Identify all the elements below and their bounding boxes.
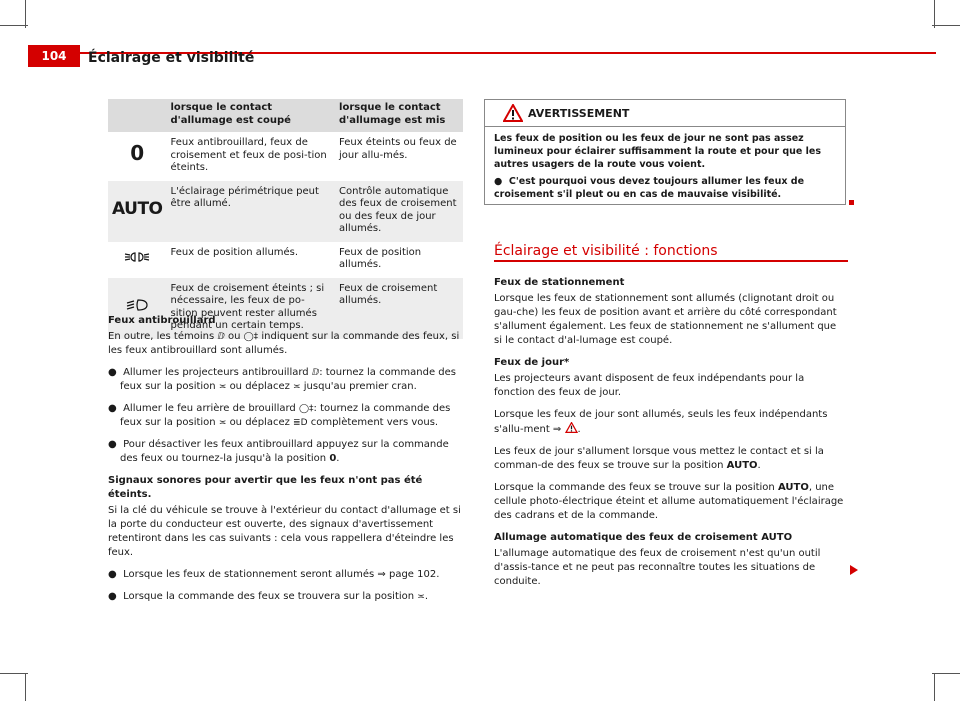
heading-warning-signals: Signaux sonores pour avertir que les feux n'ont pas été éteints. [108,475,423,500]
text: Lorsque les feux de stationnement seront allumés [123,569,375,580]
rear-fog-light-icon: ◯‡ [298,404,314,414]
table-cell: Feux de croisement éteints ; si nécessaire, les feux de po-sition peuvent rester allumés pendant un certain temps. [167,278,336,339]
paragraph [108,330,464,358]
crop-mark [932,25,960,26]
continue-arrow-icon [850,565,858,575]
position-lights-icon: ≍ [218,382,227,392]
table-row [108,132,463,181]
list-item: ● Allumer le feu arrière de brouillard ◯‡: tournez la commande des feux sur la position ≍ ou déplacez ≣D complètement vers vous. [108,403,451,428]
table-header-ignition-on: lorsque le contact d'allumage est mis [335,99,463,132]
auto-icon: AUTO [108,181,167,242]
position-zero-icon: 0 [130,141,145,165]
table-header-row [108,99,463,132]
crop-mark [0,25,28,26]
text: Pour désactiver les feux antibrouillard appuyez sur la commande des feux ou tournez-la jusqu'à la position [120,439,449,464]
page-link[interactable]: page 102. [388,569,440,580]
position-zero-icon: 0 [329,453,337,464]
right-column [494,276,846,597]
paragraph: Lorsque les feux de stationnement sont allumés (clignotant droit ou gau-che) les feux de position avant et arrière du côté correspondant s'allument également. Les feux de stationnement ne s'allument que si le contact d'al-lumage est coupé. [494,293,837,346]
paragraph [494,445,846,473]
page-number: 104 [28,45,80,67]
fog-light-icon: ⅅ [217,332,225,342]
fog-light-icon: ⅅ [311,368,320,378]
text: Allumage automatique des feux de croisement [494,532,758,543]
text: En outre, les témoins [108,331,215,342]
crop-mark [934,0,935,28]
low-beam-icon: ≣D [293,418,308,428]
auto-icon: AUTO [761,532,793,543]
crop-mark [934,673,935,701]
position-lights-icon: ≍ [417,592,425,602]
position-lights-icon: ≍ [218,418,227,428]
heading-fog-lights: Feux antibrouillard [108,315,216,326]
text: indiquent sur la commande des feux, si les feux antibrouillard sont allumés. [108,331,460,356]
table-header-ignition-off: lorsque le contact d'allumage est coupé [167,99,336,132]
table-cell: Feux de position allumés. [339,246,422,270]
text: complètement vers vous. [310,417,439,428]
rear-fog-light-icon: ◯‡ [243,332,259,342]
heading-daytime-lights: Feux de jour* [494,357,570,368]
text: Lorsque les feux de jour sont allumés, seuls les feux indépendants s'allu-ment [494,409,828,435]
text: Allumer les projecteurs antibrouillard [123,367,309,378]
text: ou déplacez [229,381,290,392]
light-switch-table [108,99,463,339]
text: . [424,591,429,602]
text: , une cellule photo-électrique éteint et allume automatiquement l'éclairage des cadrans et de la commande. [494,482,844,521]
end-marker [849,200,854,205]
list-item: ● Pour désactiver les feux antibrouillard appuyez sur la commande des feux ou tournez-la jusqu'à la position 0. [108,439,449,464]
crop-mark [0,673,28,674]
paragraph [494,481,846,523]
heading-auto-low-beam [494,531,846,545]
text: . [336,453,340,464]
text: Lorsque la commande des feux se trouvera sur la position [123,591,415,602]
text: ou [227,331,241,342]
crop-mark [932,673,960,674]
paragraph: Lorsque les feux de jour sont allumés, seuls les feux indépendants s'allu-ment ⇒ . [494,409,828,435]
text: C'est pourquoi vous devez toujours allumer les feux de croisement s'il pleut ou en cas de mauvaise visibilité. [494,176,805,200]
table-cell: Feux éteints ou feux de jour allu-més. [339,137,457,161]
text: ou déplacez [229,417,290,428]
table-cell: Feux de position allumés. [170,246,299,258]
text: : tournez la commande des feux sur la position [120,367,457,392]
table-header-empty [108,99,167,132]
warning-box [484,99,846,205]
list-item: ● Lorsque la commande des feux se trouvera sur la position ≍. [108,591,429,602]
text: . [577,424,581,435]
left-column [108,314,464,612]
text: Lorsque la commande des feux se trouve sur la position [494,482,775,493]
text: Allumer le feu arrière de brouillard [123,403,296,414]
position-lights-icon [108,242,167,278]
table-cell: Feux antibrouillard, feux de croisement et feux de posi-tion éteints. [170,137,327,173]
position-lights-icon: ≍ [293,382,301,392]
table-cell: Contrôle automatique des feux de croisement ou des feux de jour allumés. [335,181,463,242]
warning-bullet: ● C'est pourquoi vous devez toujours allumer les feux de croisement s'il pleut ou en cas de mauvaise visibilité. [494,176,805,200]
section-rule [494,260,848,262]
warning-header [485,100,845,127]
crop-mark [25,673,26,701]
text: Les feux de jour s'allument lorsque vous mettez le contact et si la comman-de des feux se trouve sur la position [494,446,824,471]
warning-title: AVERTISSEMENT [528,107,630,120]
list-item: ● Lorsque les feux de stationnement seront allumés ⇒ page 102. [108,569,440,580]
paragraph: Si la clé du véhicule se trouve à l'extérieur du contact d'allumage et si la porte du conducteur est ouverte, des signaux d'avertissement retentiront dans les cas suivants : cela vous rappellera d'éteindre les feux. [108,505,461,558]
page-title: Éclairage et visibilité [88,50,255,66]
heading-parking-lights: Feux de stationnement [494,277,625,288]
auto-icon: AUTO [726,460,758,471]
warning-icon[interactable] [565,422,578,433]
table-row [108,181,463,242]
paragraph: Les projecteurs avant disposent de feux indépendants pour la fonction des feux de jour. [494,373,805,398]
text: . [757,460,761,471]
warning-text: Les feux de position ou les feux de jour ne sont pas assez lumineux pour éclairer suffisamment la route et pour que les autres usagers de la route vous voient. [494,133,821,170]
table-cell: Feux de croisement allumés. [335,278,463,339]
text: jusqu'au premier cran. [303,381,417,392]
crop-mark [25,0,26,28]
text: : tournez la commande des feux sur la position [120,403,451,428]
list-item: ● Allumer les projecteurs antibrouillard ⅅ: tournez la commande des feux sur la position ≍ ou déplacez ≍ jusqu'au premier cran. [108,367,457,392]
warning-icon [503,104,523,122]
table-row [108,242,463,278]
table-cell: L'éclairage périmétrique peut être allumé. [167,181,336,242]
auto-icon: AUTO [777,482,809,493]
section-title: Éclairage et visibilité : fonctions [494,243,718,259]
paragraph: L'allumage automatique des feux de croisement n'est qu'un outil d'assis-tance et ne peut pas reconnaître toutes les situations de conduite. [494,548,821,587]
warning-body [485,127,845,210]
